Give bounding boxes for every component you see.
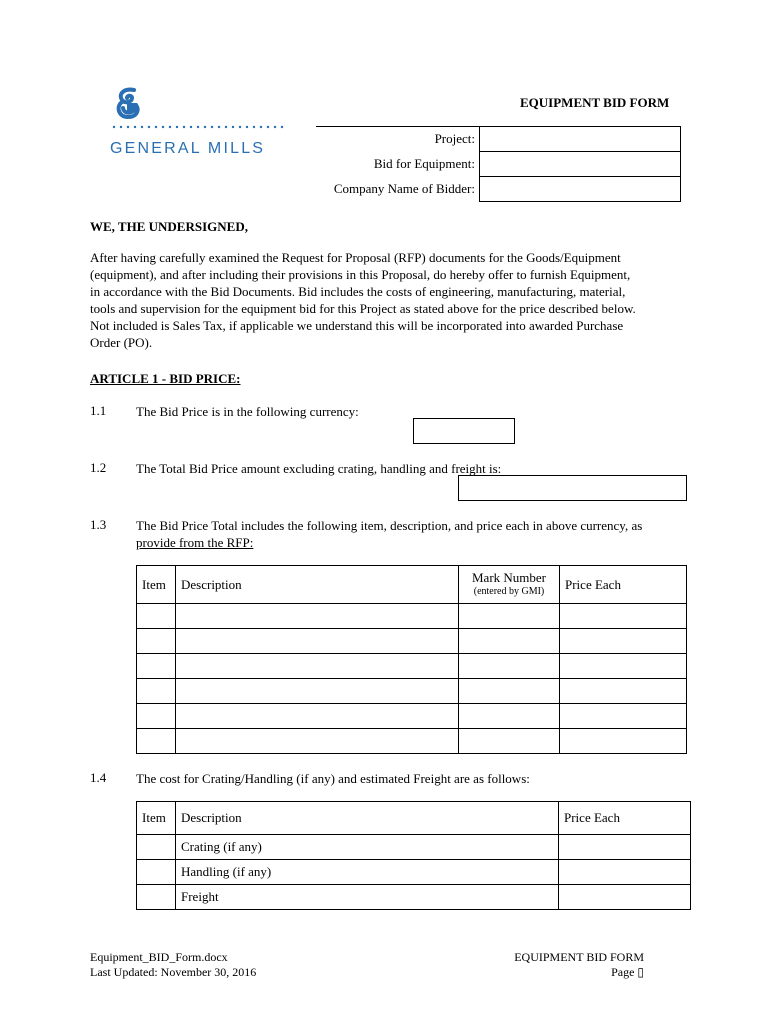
currency-field[interactable] [413, 418, 515, 444]
description-cell[interactable] [176, 629, 459, 654]
bid-equipment-field[interactable] [480, 152, 681, 177]
description-cell[interactable] [176, 654, 459, 679]
bid-items-table [136, 565, 687, 754]
description-cell[interactable] [176, 604, 459, 629]
table-row [137, 729, 687, 754]
col-price-each-header: Price Each [560, 566, 687, 604]
item-text-1-3-line2: provide from the RFP: [136, 535, 254, 550]
intro-line: tools and supervision for the equipment bid for this Project as stated above for the price described below. [90, 301, 636, 316]
col-description-header: Description [176, 566, 459, 604]
mark-number-cell[interactable] [459, 654, 560, 679]
article-1-heading: ARTICLE 1 - BID PRICE: [90, 371, 241, 386]
item-text-1-2: The Total Bid Price amount excluding crating, handling and freight is: [136, 461, 502, 476]
form-title: EQUIPMENT BID FORM [520, 95, 670, 110]
footer-right [506, 950, 644, 980]
company-name-row [316, 177, 681, 202]
table-row [137, 704, 687, 729]
footer-left [90, 950, 256, 980]
handling-price-cell[interactable] [559, 860, 691, 885]
freight-price-cell[interactable] [559, 885, 691, 910]
intro-line: in accordance with the Bid Documents. Bid includes the costs of engineering, manufacturing, material, [90, 284, 626, 299]
col-price-each-header: Price Each [559, 802, 691, 835]
mark-number-cell[interactable] [459, 604, 560, 629]
table-row [137, 604, 687, 629]
item-number-1-3: 1.3 [90, 517, 107, 532]
logo-dots-divider [112, 122, 284, 132]
item-number-1-1: 1.1 [90, 403, 107, 418]
item-cell[interactable] [137, 729, 176, 754]
mark-number-cell[interactable] [459, 629, 560, 654]
intro-line: After having carefully examined the Request for Proposal (RFP) documents for the Goods/Equipment [90, 250, 621, 265]
col-description-header: Description [176, 802, 559, 835]
table-row [137, 629, 687, 654]
undersigned-heading: WE, THE UNDERSIGNED, [90, 219, 248, 234]
mark-number-cell[interactable] [459, 679, 560, 704]
item-cell[interactable] [137, 604, 176, 629]
project-field[interactable] [480, 127, 681, 152]
price-cell[interactable] [560, 704, 687, 729]
company-name-label: Company Name of Bidder: [333, 181, 475, 196]
footer-filename: Equipment_BID_Form.docx [90, 950, 228, 964]
crating-freight-table [136, 801, 691, 910]
intro-paragraph [90, 249, 690, 351]
item-cell[interactable] [137, 679, 176, 704]
project-row [316, 127, 681, 152]
item-number-1-2: 1.2 [90, 460, 107, 475]
item-cell[interactable] [137, 704, 176, 729]
footer-title: EQUIPMENT BID FORM [514, 950, 644, 964]
footer-page: Page ▯ [611, 965, 644, 979]
table-row [137, 860, 691, 885]
description-cell[interactable] [176, 704, 459, 729]
mark-number-cell[interactable] [459, 704, 560, 729]
price-cell[interactable] [560, 629, 687, 654]
mark-number-note: (entered by GMI) [473, 585, 545, 597]
item-text-1-3-line1: The Bid Price Total includes the following item, description, and price each in above currency, as [136, 518, 643, 533]
total-bid-price-field[interactable] [458, 475, 687, 501]
handling-description: Handling (if any) [176, 860, 559, 885]
project-label: Project: [316, 127, 480, 152]
price-cell[interactable] [560, 729, 687, 754]
logo-wordmark: GENERAL MILLS [110, 140, 266, 157]
item-number-1-4: 1.4 [90, 770, 107, 785]
crating-price-cell[interactable] [559, 835, 691, 860]
item-cell[interactable] [137, 885, 176, 910]
table-row [137, 885, 691, 910]
item-text-1-4: The cost for Crating/Handling (if any) and estimated Freight are as follows: [136, 771, 530, 786]
bid-equipment-label: Bid for Equipment: [373, 156, 475, 171]
price-cell[interactable] [560, 654, 687, 679]
item-text-1-1: The Bid Price is in the following currency: [136, 404, 359, 419]
price-cell[interactable] [560, 604, 687, 629]
table-row [137, 835, 691, 860]
description-cell[interactable] [176, 679, 459, 704]
mark-number-cell[interactable] [459, 729, 560, 754]
table-row [137, 654, 687, 679]
mark-number-label: Mark Number [471, 569, 546, 585]
crating-header-row [137, 802, 691, 835]
description-cell[interactable] [176, 729, 459, 754]
item-cell[interactable] [137, 654, 176, 679]
intro-line: Order (PO). [90, 335, 153, 350]
footer-last-updated: Last Updated: November 30, 2016 [90, 965, 257, 979]
intro-line: Not included is Sales Tax, if applicable we understand this will be incorporated into awarded Purchase [90, 318, 624, 333]
item-text-1-3 [136, 517, 696, 551]
col-mark-number-header [459, 566, 560, 604]
price-cell[interactable] [560, 679, 687, 704]
company-name-field[interactable] [480, 177, 681, 202]
col-item-header: Item [137, 802, 176, 835]
intro-line: (equipment), and after including their provisions in this Proposal, do hereby offer to furnish Equipment, [90, 267, 631, 282]
general-mills-logo-mark [112, 86, 146, 124]
header-fields-table [316, 126, 681, 202]
bid-items-header-row [137, 566, 687, 604]
item-cell[interactable] [137, 860, 176, 885]
col-item-header: Item [137, 566, 176, 604]
item-cell[interactable] [137, 835, 176, 860]
bid-equipment-row [316, 152, 681, 177]
table-row [137, 679, 687, 704]
freight-description: Freight [176, 885, 559, 910]
item-cell[interactable] [137, 629, 176, 654]
crating-description: Crating (if any) [176, 835, 559, 860]
